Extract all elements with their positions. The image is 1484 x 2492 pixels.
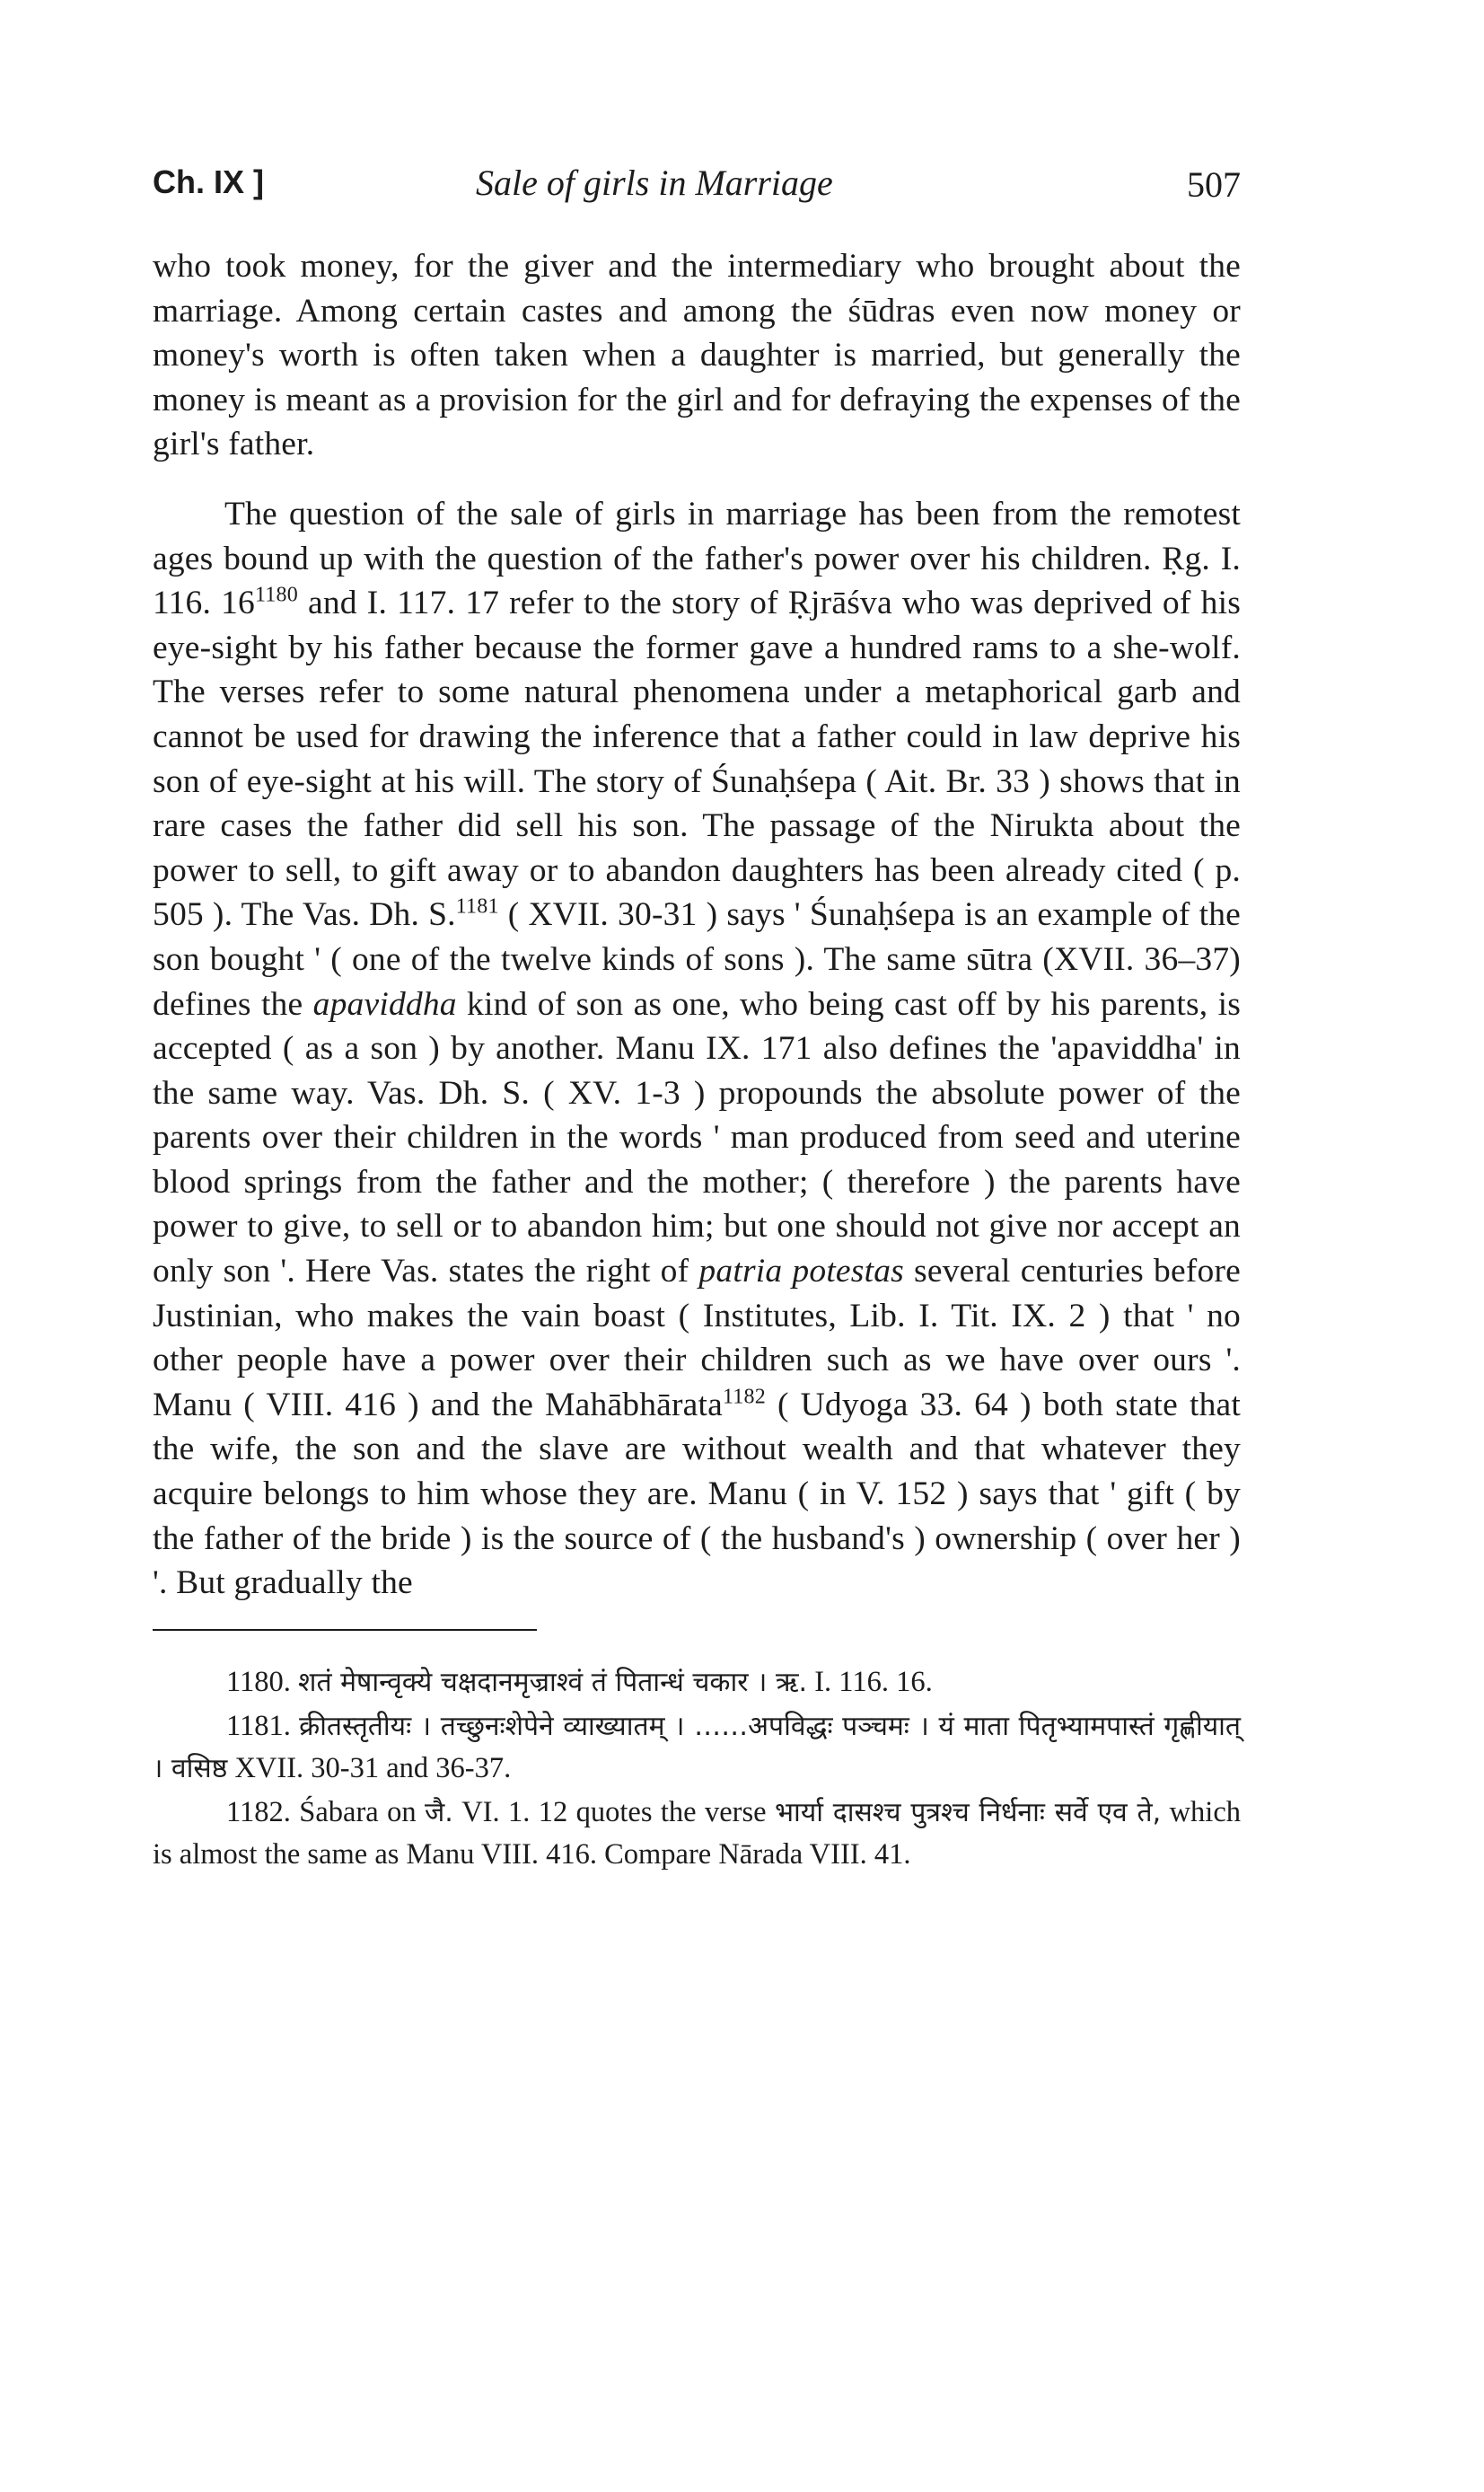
- footnote-marker: 1180: [255, 583, 298, 607]
- text-run: several centuries before Justinian, who makes the vain boast ( Institutes, Lib. I. Tit. IX. 2 ) that ' no other people have a power over their children such as we have over ours '. Manu ( VIII. 416 ) and the Mahābhārata: [153, 1253, 1241, 1423]
- chapter-label: Ch. IX ]: [153, 163, 264, 200]
- text-run: ( Udyoga 33. 64 ) both state that the wife, the son and the slave are without wealth and that whatever they acquire belongs to him whose they are. Manu ( in V. 152 ) says that ' gift ( by the father of the bride ) is the source of ( the husband's ) ownership ( over her ) '. But gradually the: [153, 1386, 1242, 1602]
- footnotes: [153, 1661, 1241, 1875]
- text-run: who took money, for the giver and the intermediary who brought about the marriage. Among certain castes and among the śūdras even now money or money's worth is often taken when a daughter is married, but generally the money is meant as a provision for the girl and for defraying the expenses of the girl's father.: [153, 248, 1241, 463]
- text-run: which is almost the same as Manu VIII. 416. Compare Nārada VIII. 41.: [153, 1795, 1242, 1871]
- book-page: [153, 153, 1241, 1875]
- text-run: XVII. 30-31 and 36-37.: [227, 1751, 512, 1784]
- paragraph: [153, 244, 1241, 467]
- italic-term: patria potestas: [698, 1253, 904, 1290]
- text-run: kind of son as one, who being cast off by his parents, is accepted ( as a son ) by another. Manu IX. 171 also defines the 'apaviddha' in the same way. Vas. Dh. S. ( XV. 1-3 ) propounds the absolute power of the parents over their children in the words ' man produced from seed and uterine blood springs from the father and the mother; ( therefore ) the parents have power to give, to sell or to abandon him; but one should not give nor accept an only son '. Here Vas. states the right of: [153, 985, 1241, 1290]
- text-run: and I. 117. 17 refer to the story of Ṛjrāśva who was deprived of his eye-sight by his father because the former gave a hundred rams to a she-wolf. The verses refer to some natural phenomena under a metaphorical garb and cannot be used for drawing the inference that a father could in law deprive his son of eye-sight at his will. The story of Śunaḥśepa ( Ait. Br. 33 ) shows that in rare cases the father did sell his son. The passage of the Nirukta about the power to sell, to gift away or to abandon daughters has been already cited ( p. 505 ). The Vas. Dh. S.: [153, 585, 1241, 934]
- text-run: 1181.: [226, 1709, 300, 1742]
- italic-term: apaviddha: [312, 985, 457, 1023]
- sanskrit-quote: शतं मेषान्वृक्ये चक्षदानमृज्राश्वं तं पितान्धं चकार । ऋ.: [298, 1666, 808, 1698]
- running-title: Sale of girls in Marriage: [476, 163, 833, 203]
- text-run: I. 116. 16.: [807, 1665, 933, 1698]
- text-run: 1182. Śabara on: [226, 1795, 426, 1828]
- text-run: The question of the sale of girls in marriage has been from the remotest ages bound up with the question of the father's power over his children. Ṛg. I. 116. 16: [153, 495, 1241, 622]
- sanskrit-quote: क्रीतस्तृतीयः । तच्छुनःशेपेने व्याख्यातम् । ……अपविद्धः पञ्चमः । यं माता पितृभ्यामपास्तं गृह्णीयात् । वसिष्ठ: [153, 1710, 1241, 1784]
- footnote: [153, 1705, 1241, 1790]
- footnote: [153, 1661, 1241, 1704]
- running-header: [153, 153, 1241, 207]
- sanskrit-quote: भार्या दासश्च पुत्रश्च निर्धनाः सर्वे एव ते,: [774, 1796, 1162, 1828]
- footnote-rule: [153, 1629, 537, 1631]
- footnote-marker: 1182: [723, 1385, 766, 1409]
- text-run: 1180.: [226, 1665, 299, 1698]
- page-number: 507: [1187, 164, 1241, 205]
- paragraph: [153, 492, 1241, 1606]
- sanskrit-quote: जै.: [425, 1796, 453, 1828]
- text-run: VI. 1. 12 quotes the verse: [452, 1795, 775, 1828]
- text-run: ( XVII. 30-31 ) says ' Śunaḥśepa is an example of the son bought ' ( one of the twelve kinds of sons ). The same sūtra (XVII. 36–37) defines the: [153, 896, 1241, 1023]
- footnote-marker: 1181: [455, 894, 499, 919]
- body-text: [153, 244, 1241, 1606]
- footnote: [153, 1792, 1241, 1875]
